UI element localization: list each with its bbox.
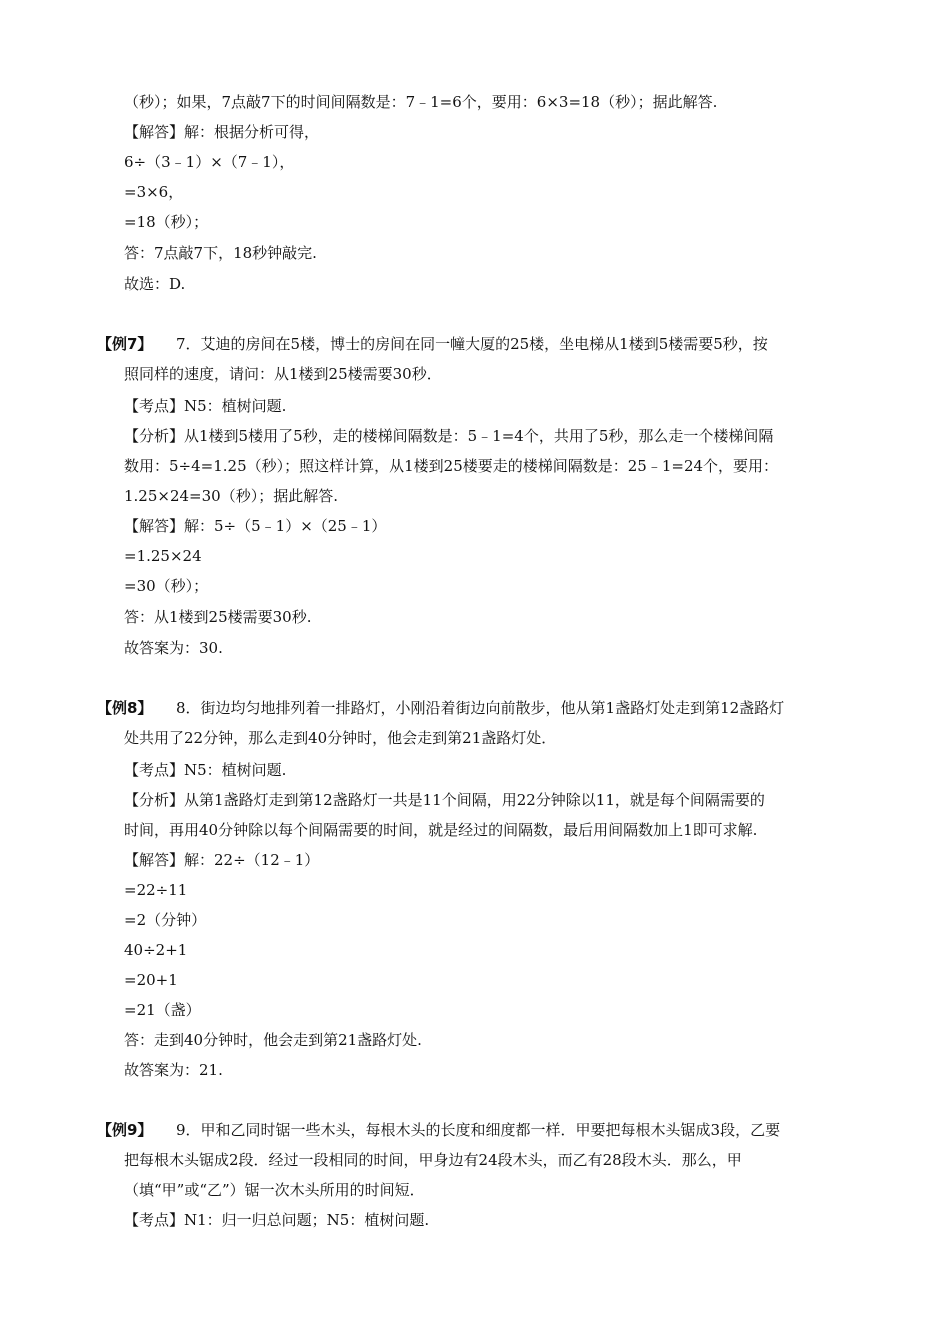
- example-8-line: 【分析】从第1盏路灯走到第12盏路灯一共是11个间隔，用22分钟除以11，就是每个间隔需要的: [124, 791, 765, 809]
- example-7-line: 1.25×24=30（秒）；据此解答.: [124, 487, 338, 505]
- example-7-line: 【分析】从1楼到5楼用了5秒，走的楼梯间隔数是：5﹣1=4个，共用了5秒，那么走一个楼梯间隔: [124, 427, 774, 445]
- example-7-line: =1.25×24: [124, 547, 202, 565]
- example-8-question: 8．街边均匀地排列着一排路灯，小刚沿着街边向前散步，他从第1盏路灯处走到第12盏路灯: [176, 699, 785, 717]
- example-8-line: =20+1: [124, 971, 178, 989]
- example-7-line: =30（秒）；: [124, 577, 209, 595]
- example-7-question-cont: 照同样的速度，请问：从1楼到25楼需要30秒．: [124, 365, 442, 383]
- example-9-question-cont: （填“甲”或“乙”）锯一次木头所用的时间短．: [124, 1181, 425, 1199]
- example-7-question: 7．艾迪的房间在5楼，博士的房间在同一幢大厦的25楼，坐电梯从1楼到5楼需要5秒，按: [176, 335, 768, 353]
- example-8-line: 【解答】解：22÷（12﹣1）: [124, 851, 320, 869]
- intro-line: （秒）；如果，7点敲7下的时间间隔数是：7﹣1=6个，要用：6×3=18（秒）；据此解答.: [124, 93, 718, 111]
- example-8-line: 时间，再用40分钟除以每个间隔需要的时间，就是经过的间隔数，最后用间隔数加上1即可求解.: [124, 821, 758, 839]
- example-7-line: 答：从1楼到25楼需要30秒.: [124, 608, 312, 626]
- example-8-question-cont: 处共用了22分钟，那么走到40分钟时，他会走到第21盏路灯处．: [124, 729, 557, 747]
- example-8-line: 故答案为：21.: [124, 1061, 223, 1079]
- example-8-line: 答：走到40分钟时，他会走到第21盏路灯处.: [124, 1031, 422, 1049]
- example-8-label: 【例8】: [97, 699, 153, 717]
- intro-line: 答：7点敲7下，18秒钟敲完.: [124, 244, 317, 262]
- intro-line: 故选：D.: [124, 275, 186, 293]
- intro-line: 【解答】解：根据分析可得，: [124, 123, 320, 141]
- example-7-line: 【考点】N5：植树问题.: [124, 397, 287, 415]
- example-7-line: 【解答】解：5÷（5﹣1）×（25﹣1）: [124, 517, 387, 535]
- example-9-label: 【例9】: [97, 1121, 153, 1139]
- example-9-question: 9．甲和乙同时锯一些木头，每根木头的长度和细度都一样．甲要把每根木头锯成3段，乙要: [176, 1121, 781, 1139]
- example-9-line: 【考点】N1：归一归总问题；N5：植树问题.: [124, 1211, 430, 1229]
- example-7-line: 数用：5÷4=1.25（秒）；照这样计算，从1楼到25楼要走的楼梯间隔数是：25﹣1=24个，要用：: [124, 457, 779, 475]
- intro-line: 6÷（3﹣1）×（7﹣1），: [124, 153, 295, 171]
- example-7-line: 故答案为：30.: [124, 639, 223, 657]
- example-8-line: 【考点】N5：植树问题.: [124, 761, 287, 779]
- example-8-line: 40÷2+1: [124, 941, 188, 959]
- example-9-question-cont: 把每根木头锯成2段．经过一段相同的时间，甲身边有24段木头，而乙有28段木头．那么，甲: [124, 1151, 742, 1169]
- example-8-line: =2（分钟）: [124, 911, 207, 929]
- example-7-label: 【例7】: [97, 335, 153, 353]
- intro-line: =18（秒）；: [124, 213, 209, 231]
- intro-line: =3×6，: [124, 183, 184, 201]
- example-8-line: =22÷11: [124, 881, 188, 899]
- example-8-line: =21（盏）: [124, 1001, 201, 1019]
